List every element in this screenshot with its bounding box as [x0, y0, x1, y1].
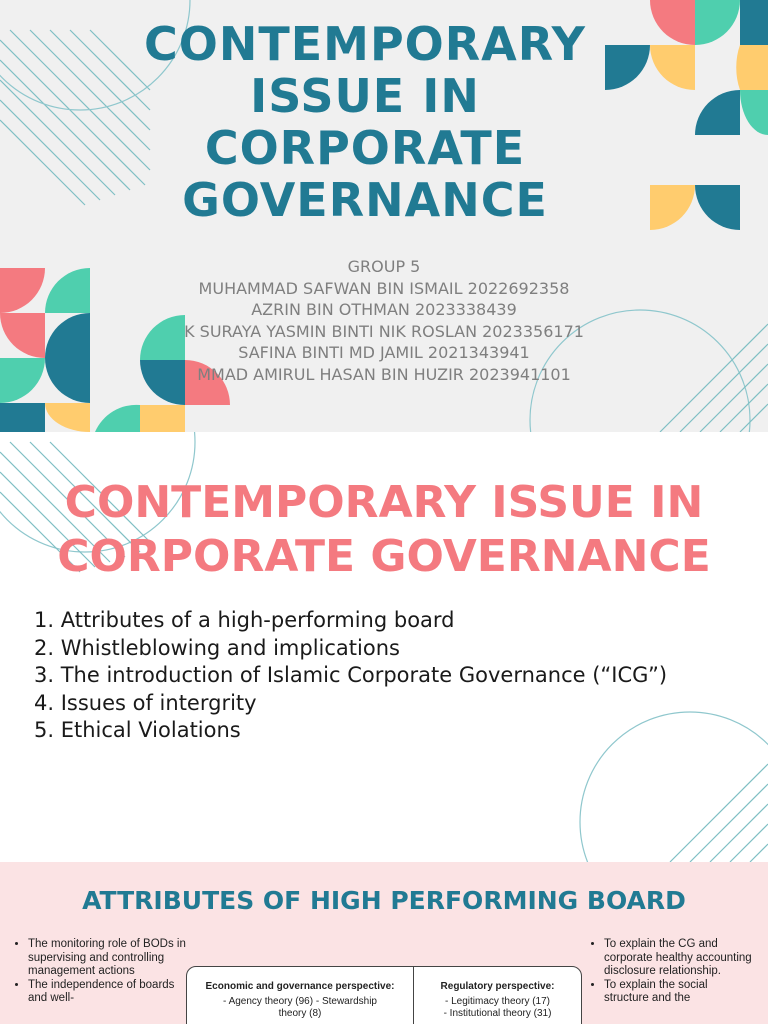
member-name: MUHAMMAD SAFWAN BIN ISMAIL 2022692358	[198, 278, 570, 298]
group-members	[0, 256, 768, 385]
left-bullet-list	[14, 938, 188, 1006]
topic-list	[34, 607, 667, 745]
member-name: SAFINA BINTI MD JAMIL 2021343941	[238, 343, 530, 362]
regulatory-perspective-column	[414, 967, 581, 1024]
column-heading: Regulatory perspective:	[440, 981, 555, 992]
column-line: - Institutional theory (31)	[443, 1008, 552, 1019]
bullet-item: • The independence of boards and well-	[28, 979, 188, 1006]
member-name: K SURAYA YASMIN BINTI NIK ROSLAN 2023356171	[184, 321, 584, 341]
member-name: AZRIN BIN OTHMAN 2023338439	[251, 300, 517, 319]
attributes-slide	[0, 862, 768, 1024]
column-line: - Legitimacy theory (17)	[444, 996, 551, 1007]
title-line: CONTEMPORARY	[144, 17, 586, 71]
economic-perspective-column	[187, 967, 414, 1024]
topic-item: 2. Whistleblowing and implications	[34, 635, 400, 660]
title-slide	[0, 0, 768, 432]
group-label: GROUP 5	[347, 257, 421, 276]
column-line: theory (8)	[278, 1008, 322, 1019]
title-line: CONTEMPORARY ISSUE IN	[64, 477, 704, 528]
title-line: CORPORATE GOVERNANCE	[57, 531, 711, 582]
topic-item: 3. The introduction of Islamic Corporate Governance (“ICG”)	[34, 663, 668, 687]
bullet-item: • To explain the CG and corporate healthy accounting disclosure relationship.	[604, 938, 754, 979]
bullet-item: • The monitoring role of BODs in supervising and controlling management actions	[28, 938, 188, 979]
title-line: GOVERNANCE	[182, 173, 548, 227]
column-heading: Economic and governance perspective:	[205, 981, 395, 992]
member-name: MMAD AMIRUL HASAN BIN HUZIR 2023941101	[197, 364, 571, 384]
diagonal-lines-bottom-right	[670, 764, 768, 862]
title-line: CORPORATE	[204, 121, 526, 175]
column-line: - Agency theory (96) - Stewardship	[223, 996, 377, 1007]
agenda-title	[10, 476, 758, 584]
topic-item: 1. Attributes of a high-performing board	[34, 608, 455, 632]
agenda-slide	[0, 432, 768, 862]
title-line: ISSUE IN	[250, 69, 480, 123]
right-bullet-list	[590, 938, 754, 1006]
section-title: ATTRIBUTES OF HIGH PERFORMING BOARD	[82, 886, 686, 915]
topic-item: 4. Issues of intergrity	[34, 690, 257, 715]
topic-item: 5. Ethical Violations	[34, 718, 241, 742]
main-title	[60, 18, 670, 226]
bullet-item: • To explain the social structure and the	[604, 979, 754, 1006]
theory-table	[186, 966, 582, 1024]
